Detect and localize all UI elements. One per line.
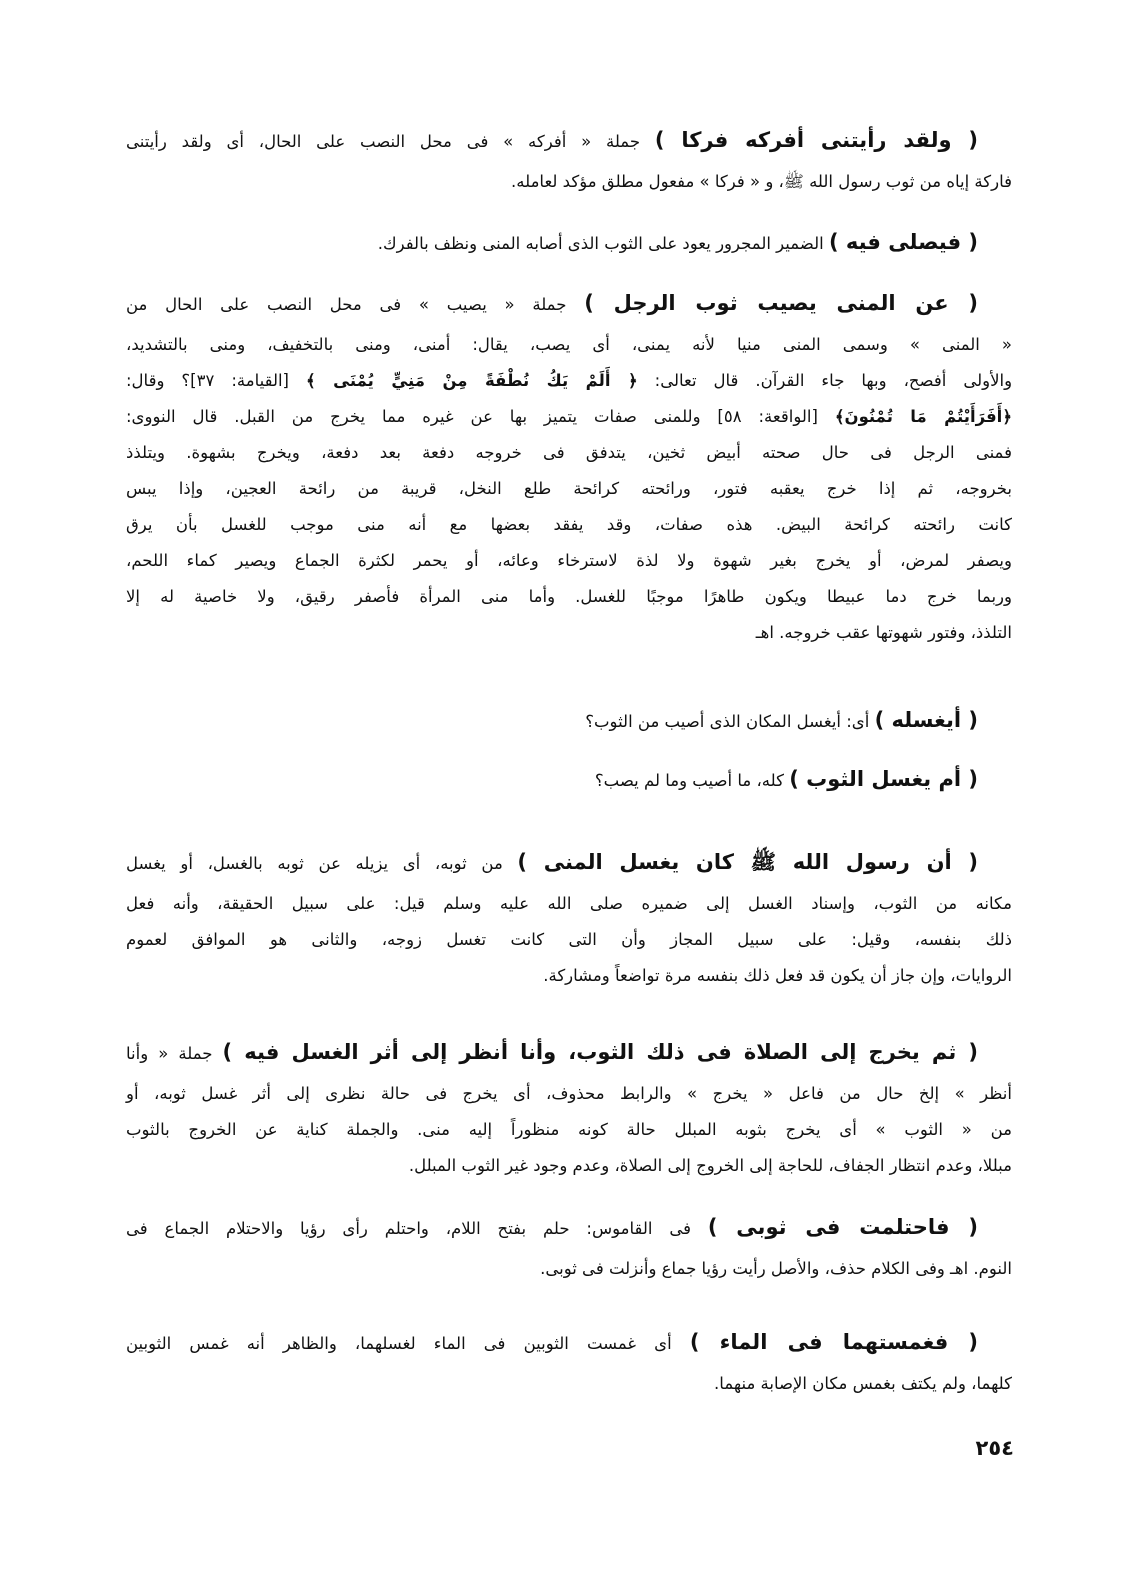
text-line (126, 363, 1012, 399)
paragraph-5 (126, 757, 1012, 803)
paragraph-8 (126, 1205, 1012, 1287)
text: فى القاموس: حلم بفتح اللام، واحتلم رأى رؤيا والاحتلام الجماع فى (126, 1219, 691, 1238)
text-line: النوم. اهـ وفى الكلام حذف، والأصل رأيت رؤيا جماع وأنزلت فى ثوبى. (540, 1259, 1012, 1278)
term-heading: ( فاحتلمت فى ثوبى ) (707, 1215, 979, 1239)
text-line: مبللا، وعدم انتظار الجفاف، للحاجة إلى الخروج إلى الصلاة، وعدم وجود غير الثوب المبلل. (408, 1156, 1012, 1175)
text: [القيامة: ٣٧]؟ وقال: (126, 371, 289, 390)
term-heading: ( ولقد رأيتنى أفركه فركا ) (654, 128, 978, 152)
term-heading: ( أيغسله ) (874, 708, 978, 732)
paragraph-6 (126, 840, 1012, 994)
text-line: « المنى » وسمى المنى منيا لأنه يمنى، أى يصب، يقال: أمنى، ومنى بالتخفيف، ومنى بالتشديد، (126, 335, 1012, 354)
text-line: بخروجه، ثم إذا خرج يعقبه فتور، ورائحته كرائحة طلع النخل، قريبة من رائحة العجين، وإذا يبس (126, 479, 1012, 498)
text: جملة « يصيب » فى محل النصب على الحال من (126, 295, 567, 314)
text: أى غمست الثوبين فى الماء لغسلهما، والظاهر أنه غمس الثوبين (126, 1334, 672, 1353)
text: كله، ما أصيب وما لم يصب؟ (594, 771, 784, 790)
quran-verse: ﴿أَفَرَأَيْتُمْ مَا تُمْنُونَ﴾ (834, 407, 1013, 426)
text-line (126, 399, 1012, 435)
text-line: فمنى الرجل فى حال صحته أبيض ثخين، يتدفق فى خروجه دفعة بعد دفعة، ويخرج بشهوة. ويتلذذ (126, 443, 1012, 462)
text: [الواقعة: ٥٨] وللمنى صفات يتميز بها عن غيره مما يخرج من القبل. قال النووى: (126, 407, 818, 426)
text-line: الروايات، وإن جاز أن يكون قد فعل ذلك بنفسه مرة تواضعاً ومشاركة. (543, 966, 1012, 985)
text-line: فاركة إياه من ثوب رسول الله ﷺ، و « فركا » مفعول مطلق مؤكد لعامله. (511, 172, 1012, 191)
paragraph-2 (126, 220, 1012, 266)
text-line: من « الثوب » أى يخرج بثوبه المبلل حالة كونه منظوراً إليه منى. والجملة كناية عن الخروج بالثوب (126, 1120, 1012, 1139)
paragraph-1 (126, 118, 1012, 200)
text: جملة « أفركه » فى محل النصب على الحال، أى ولقد رأيتنى (126, 132, 641, 151)
paragraph-3 (126, 281, 1012, 651)
term-heading: ( ثم يخرج إلى الصلاة فى ذلك الثوب، وأنا أنظر إلى أثر الغسل فيه ) (222, 1040, 978, 1064)
text: جملة « وأنا (126, 1044, 213, 1063)
text-line: أنظر » إلخ حال من فاعل « يخرج » والرابط محذوف، أى يخرج فى حالة نظرى إلى أثر غسل ثوبه، أو (126, 1084, 1012, 1103)
text: الضمير المجرور يعود على الثوب الذى أصابه المنى ونظف بالفرك. (377, 234, 824, 253)
term-heading: ( أن رسول الله ﷺ كان يغسل المنى ) (517, 850, 978, 874)
text-line: التلذذ، وفتور شهوتها عقب خروجه. اهـ (755, 623, 1012, 642)
text: أى: أيغسل المكان الذى أصيب من الثوب؟ (585, 712, 870, 731)
text: والأولى أفصح، وبها جاء القرآن. قال تعالى: (654, 371, 1013, 390)
term-heading: ( فيصلى فيه ) (828, 230, 978, 254)
text-line: كلهما، ولم يكتف بغمس مكان الإصابة منهما. (714, 1374, 1012, 1393)
paragraph-7 (126, 1030, 1012, 1184)
text: من ثوبه، أى يزيله عن ثوبه بالغسل، أو يغسل (126, 854, 503, 873)
page-number: ٢٥٤ (975, 1436, 1014, 1460)
text-line: ويصفر لمرض، أو يخرج بغير شهوة ولا لذة لاسترخاء وعائه، أو يحمر لكثرة الجماع ويصير كماء اللحم، (126, 551, 1012, 570)
paragraph-4 (126, 698, 1012, 744)
text-line: وربما خرج دما عبيطا ويكون طاهرًا موجبًا للغسل. وأما منى المرأة فأصفر رقيق، ولا خاصية له إلا (126, 587, 1012, 606)
term-heading: ( فغمستهما فى الماء ) (689, 1330, 979, 1354)
paragraph-9 (126, 1320, 1012, 1402)
term-heading: ( عن المنى يصيب ثوب الرجل ) (584, 291, 978, 315)
text-line: كانت رائحته كرائحة البيض. هذه صفات، وقد يفقد بعضها مع أنه منى موجب للغسل بأن يرق (126, 515, 1012, 534)
quran-verse: ﴿ أَلَمْ يَكُ نُطْفَةً مِنْ مَنِيٍّ يُمْنَى ﴾ (306, 371, 638, 390)
term-heading: ( أم يغسل الثوب ) (789, 767, 978, 791)
text-line: مكانه من الثوب، وإسناد الغسل إلى ضميره صلى الله عليه وسلم قيل: على سبيل الحقيقة، وأنه فعل (126, 894, 1012, 913)
text-line: ذلك بنفسه، وقيل: على سبيل المجاز وأن التى كانت تغسل زوجه، والثانى هو الموافق لعموم (126, 930, 1012, 949)
